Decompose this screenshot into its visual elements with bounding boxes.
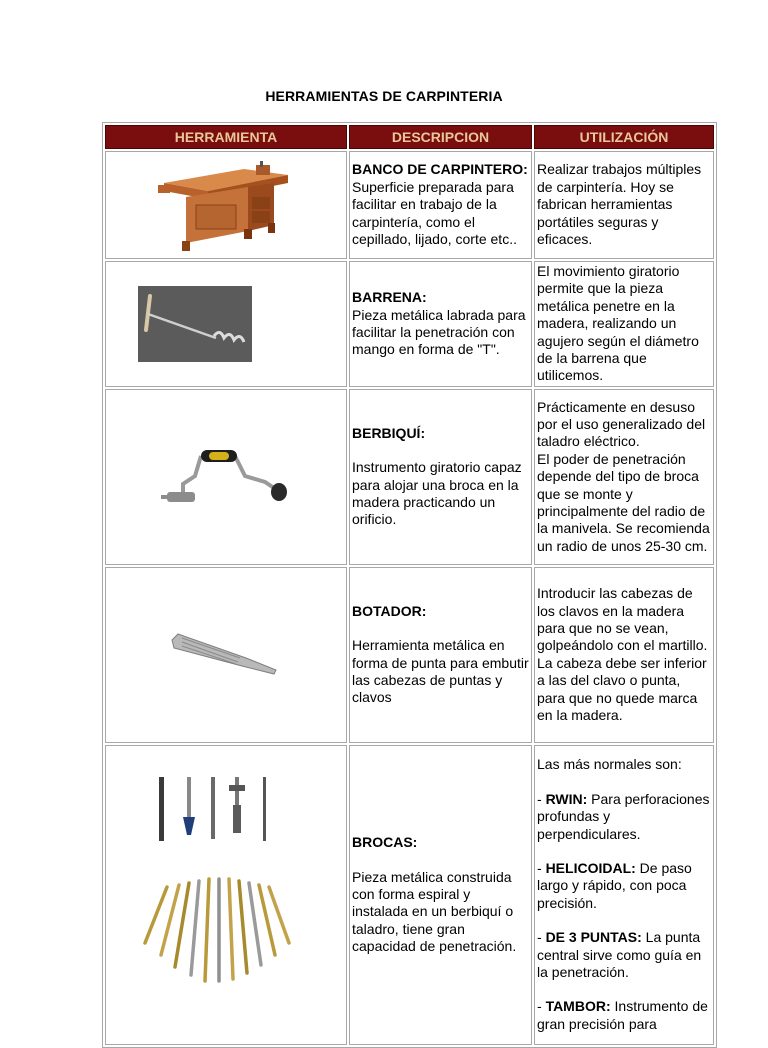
bit-type-name: HELICOIDAL: xyxy=(545,860,636,877)
bit-type-dash: - xyxy=(537,790,546,807)
tool-description: Herramienta metálica en forma de punta para embutir las cabezas de puntas y clavos xyxy=(352,637,529,706)
tool-description-cell xyxy=(349,261,532,387)
table-row xyxy=(105,261,714,387)
header-herramienta: HERRAMIENTA xyxy=(105,125,347,149)
table-row xyxy=(105,389,714,565)
tool-image-cell xyxy=(105,745,347,1045)
tool-usage-intro: Las más normales son: xyxy=(537,756,682,773)
tool-description: Pieza metálica labrada para facilitar la penetración con mango en forma de "T". xyxy=(352,306,526,358)
tool-image-cell xyxy=(105,261,347,387)
tool-usage-cell xyxy=(534,261,714,387)
bit-type-name: TAMBOR: xyxy=(545,998,611,1015)
tool-image-cell xyxy=(105,389,347,565)
bit-type-text: De paso largo y rápido, con poca precisión. xyxy=(537,860,692,911)
tool-name: BOTADOR: xyxy=(352,602,427,619)
bit-type-name: DE 3 PUNTAS: xyxy=(545,929,642,946)
nail-set-image xyxy=(168,630,284,680)
table-header-row xyxy=(105,125,714,149)
document-title: HERRAMIENTAS DE CARPINTERIA xyxy=(265,88,503,104)
tool-description: Superficie preparada para facilitar en trabajo de la carpintería, como el cepillado, lijado, corte etc.. xyxy=(352,178,517,248)
tool-usage-cell xyxy=(534,389,714,565)
workbench-image xyxy=(156,153,296,257)
bit-type-item xyxy=(537,860,711,912)
tool-usage: Prácticamente en desuso por el uso generalizado del taladro eléctrico. xyxy=(537,398,706,450)
tool-usage-cell xyxy=(534,567,714,743)
bit-type-dash: - xyxy=(537,860,546,877)
header-utilizacion: UTILIZACIÓN xyxy=(534,125,714,149)
tool-description: Instrumento giratorio capaz para alojar una broca en la madera practicando un orificio. xyxy=(352,459,522,528)
tool-usage-extra: La cabeza debe ser inferior a las del clavo o punta, para que no quede marca en la madera. xyxy=(537,654,707,724)
bit-type-text: La punta central sirve como guía en la penetración. xyxy=(537,929,702,981)
table-row xyxy=(105,567,714,743)
tool-name: BANCO DE CARPINTERO: xyxy=(352,161,528,178)
bit-type-text: Instrumento de gran precisión para xyxy=(537,998,708,1032)
tool-usage-extra: El poder de penetración depende del tipo de broca que se monte y principalmente del radio de la manivela. Se recomienda un radio de unos 25-30 cm. xyxy=(537,450,710,554)
tool-usage: Realizar trabajos múltiples de carpintería. Hoy se fabrican herramientas portátiles seguras y eficaces. xyxy=(537,161,702,248)
bit-type-dash: - xyxy=(537,929,546,946)
tool-image-cell xyxy=(105,567,347,743)
tools-table xyxy=(102,122,717,1048)
tool-image-cell xyxy=(105,151,347,259)
tool-description-cell xyxy=(349,745,532,1045)
tool-usage: El movimiento giratorio permite que la pieza metálica penetre en la madera, realizando un agujero según el diámetro de la barrena que utilicemos. xyxy=(537,263,699,384)
tool-description-cell xyxy=(349,389,532,565)
tool-name: BARRENA: xyxy=(352,289,427,306)
header-descripcion: DESCRIPCION xyxy=(349,125,532,149)
auger-image xyxy=(138,286,252,362)
tool-name: BERBIQUÍ: xyxy=(352,424,426,441)
bit-type-item xyxy=(537,791,711,843)
bit-type-text: Para perforaciones profundas y perpendiculares. xyxy=(537,790,710,842)
bit-type-item xyxy=(537,998,711,1033)
table-row xyxy=(105,745,714,1045)
bit-type-item xyxy=(537,929,711,981)
brace-drill-image xyxy=(161,442,291,512)
bit-type-name: RWIN: xyxy=(545,790,588,807)
tool-usage-cell xyxy=(534,745,714,1045)
tool-description-cell xyxy=(349,567,532,743)
drill-bits-image xyxy=(141,775,311,1015)
tool-description: Pieza metálica construida con forma espiral y instalada en un berbiquí o taladro, tiene gran capacidad de penetración. xyxy=(352,868,517,955)
table-row xyxy=(105,151,714,259)
tool-description-cell xyxy=(349,151,532,259)
bit-type-dash: - xyxy=(537,998,546,1015)
tool-usage: Introducir las cabezas de los clavos en la madera para que no se vean, golpeándolo con el martillo. xyxy=(537,585,708,654)
tool-name: BROCAS: xyxy=(352,834,418,851)
tool-usage-cell xyxy=(534,151,714,259)
